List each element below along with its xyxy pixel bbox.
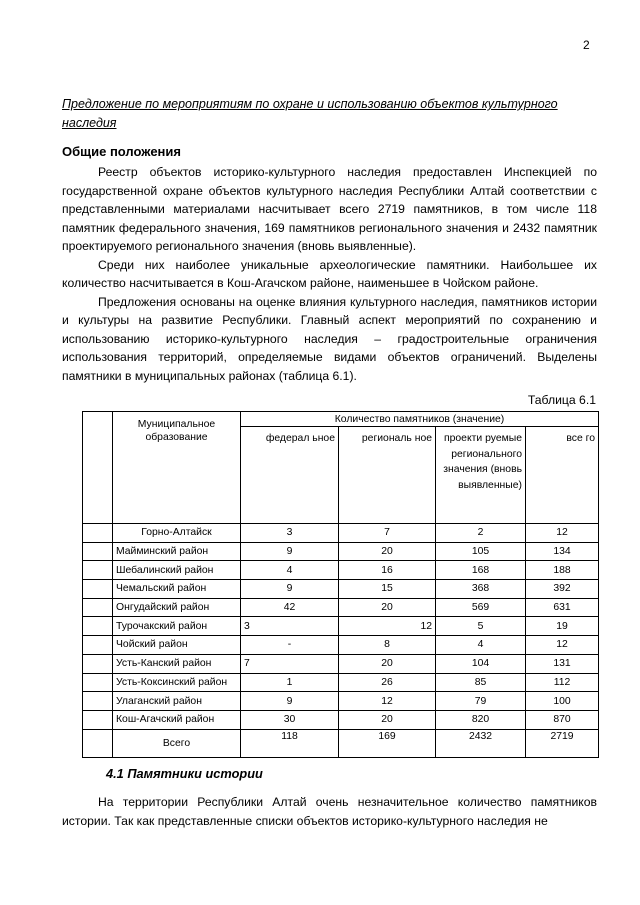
row-total: 392 — [526, 580, 599, 599]
row-total: 100 — [526, 692, 599, 711]
row-projected: 79 — [436, 692, 526, 711]
row-projected: 85 — [436, 673, 526, 692]
row-blank-cell — [83, 561, 113, 580]
paragraph: На территории Республики Алтай очень незначительное количество памятников истории. Так как представленные списки объектов историко-культурного наследия не — [62, 795, 597, 828]
row-projected: 5 — [436, 617, 526, 636]
row-projected: 104 — [436, 654, 526, 673]
row-projected: 569 — [436, 598, 526, 617]
total-projected: 2432 — [436, 729, 526, 757]
subheader-federal: федерал ьное — [241, 427, 339, 524]
row-name: Чойский район — [113, 636, 241, 655]
row-federal: 30 — [241, 710, 339, 729]
document-heading: Предложение по мероприятиям по охране и использованию объектов культурного наследия — [62, 97, 558, 130]
table-row — [83, 598, 599, 617]
row-total: 131 — [526, 654, 599, 673]
body-text-2 — [62, 793, 597, 830]
row-total: 870 — [526, 710, 599, 729]
row-name: Усть-Коксинский район — [113, 673, 241, 692]
row-projected: 2 — [436, 524, 526, 543]
row-total: 188 — [526, 561, 599, 580]
row-federal: 4 — [241, 561, 339, 580]
row-total: 19 — [526, 617, 599, 636]
row-projected: 820 — [436, 710, 526, 729]
table-row — [83, 654, 599, 673]
row-name: Шебалинский район — [113, 561, 241, 580]
row-projected: 368 — [436, 580, 526, 599]
row-projected: 168 — [436, 561, 526, 580]
table-row — [83, 636, 599, 655]
header-count: Количество памятников (значение) — [241, 412, 599, 427]
paragraph: Реестр объектов историко-культурного наследия предоставлен Инспекцией по государственной охране объектов культурного наследия Республики Алтай соответствии с представленными материалами насчитывает всего 2719 памятников, в том числе 118 памятник федерального значения, 169 памятников регионального значения и 2432 памятник проектируемого регионального значения (вновь выявленные). — [62, 165, 597, 253]
row-federal: 9 — [241, 692, 339, 711]
row-regional: 26 — [339, 673, 436, 692]
total-name: Всего — [113, 729, 241, 757]
table-caption: Таблица 6.1 — [527, 393, 596, 407]
table-row — [83, 580, 599, 599]
subheader-total: все го — [526, 427, 599, 524]
page-number: 2 — [583, 38, 590, 52]
row-federal: 7 — [241, 654, 339, 673]
row-federal: 1 — [241, 673, 339, 692]
row-regional: 20 — [339, 542, 436, 561]
paragraph: Среди них наиболее уникальные археологические памятники. Наибольшее их количество насчитывается в Кош-Агачском районе, наименьшее в Чойском районе. — [62, 257, 597, 290]
row-total: 12 — [526, 636, 599, 655]
row-blank-cell — [83, 692, 113, 711]
row-blank-cell — [83, 580, 113, 599]
total-regional: 169 — [339, 729, 436, 757]
row-federal: - — [241, 636, 339, 655]
table-row — [83, 561, 599, 580]
row-blank-cell — [83, 598, 113, 617]
table-row — [83, 673, 599, 692]
row-total: 134 — [526, 542, 599, 561]
table-row — [83, 524, 599, 543]
row-name: Майминский район — [113, 542, 241, 561]
row-name: Усть-Канский район — [113, 654, 241, 673]
subsection-title: 4.1 Памятники истории — [106, 766, 263, 781]
row-federal: 9 — [241, 542, 339, 561]
row-blank-cell — [83, 542, 113, 561]
row-total: 631 — [526, 598, 599, 617]
row-name: Улаганский район — [113, 692, 241, 711]
body-text — [62, 163, 597, 385]
row-blank-cell — [83, 729, 113, 757]
row-federal: 42 — [241, 598, 339, 617]
row-regional: 20 — [339, 710, 436, 729]
row-federal: 9 — [241, 580, 339, 599]
row-regional: 15 — [339, 580, 436, 599]
monuments-table — [82, 411, 599, 758]
row-projected: 105 — [436, 542, 526, 561]
row-regional: 12 — [339, 617, 436, 636]
total-total: 2719 — [526, 729, 599, 757]
row-blank-cell — [83, 524, 113, 543]
row-regional: 8 — [339, 636, 436, 655]
paragraph: Предложения основаны на оценке влияния культурного наследия, памятников истории и культуры на развитие Республики. Главный аспект мероприятий по сохранению и использованию историко-культурного наследия – градостроительные ограничения использования территорий, определяемые видами объектов ограничений. Выделены памятники в муниципальных районах (таблица 6.1). — [62, 294, 597, 383]
row-blank-cell — [83, 710, 113, 729]
row-name: Турочакский район — [113, 617, 241, 636]
table-total-row — [83, 729, 599, 757]
row-projected: 4 — [436, 636, 526, 655]
row-blank-cell — [83, 617, 113, 636]
row-total: 12 — [526, 524, 599, 543]
total-federal: 118 — [241, 729, 339, 757]
row-regional: 20 — [339, 654, 436, 673]
row-name: Онгудайский район — [113, 598, 241, 617]
subheader-projected: проекти руемые регионального значения (вновь выявленные) — [436, 427, 526, 524]
row-regional: 20 — [339, 598, 436, 617]
row-blank-cell — [83, 636, 113, 655]
subheader-regional: региональ ное — [339, 427, 436, 524]
row-regional: 12 — [339, 692, 436, 711]
row-blank-cell — [83, 654, 113, 673]
table-row — [83, 542, 599, 561]
header-municipality: Муниципальное образование — [113, 412, 241, 524]
row-name: Кош-Агачский район — [113, 710, 241, 729]
row-regional: 16 — [339, 561, 436, 580]
table-row — [83, 710, 599, 729]
row-blank-cell — [83, 673, 113, 692]
row-regional: 7 — [339, 524, 436, 543]
table-row — [83, 692, 599, 711]
section-title: Общие положения — [62, 144, 181, 159]
row-total: 112 — [526, 673, 599, 692]
table-blank-cell — [83, 412, 113, 524]
row-federal: 3 — [241, 617, 339, 636]
row-name: Горно-Алтайск — [113, 524, 241, 543]
row-federal: 3 — [241, 524, 339, 543]
table-row — [83, 617, 599, 636]
table-body — [83, 524, 599, 758]
row-name: Чемальский район — [113, 580, 241, 599]
